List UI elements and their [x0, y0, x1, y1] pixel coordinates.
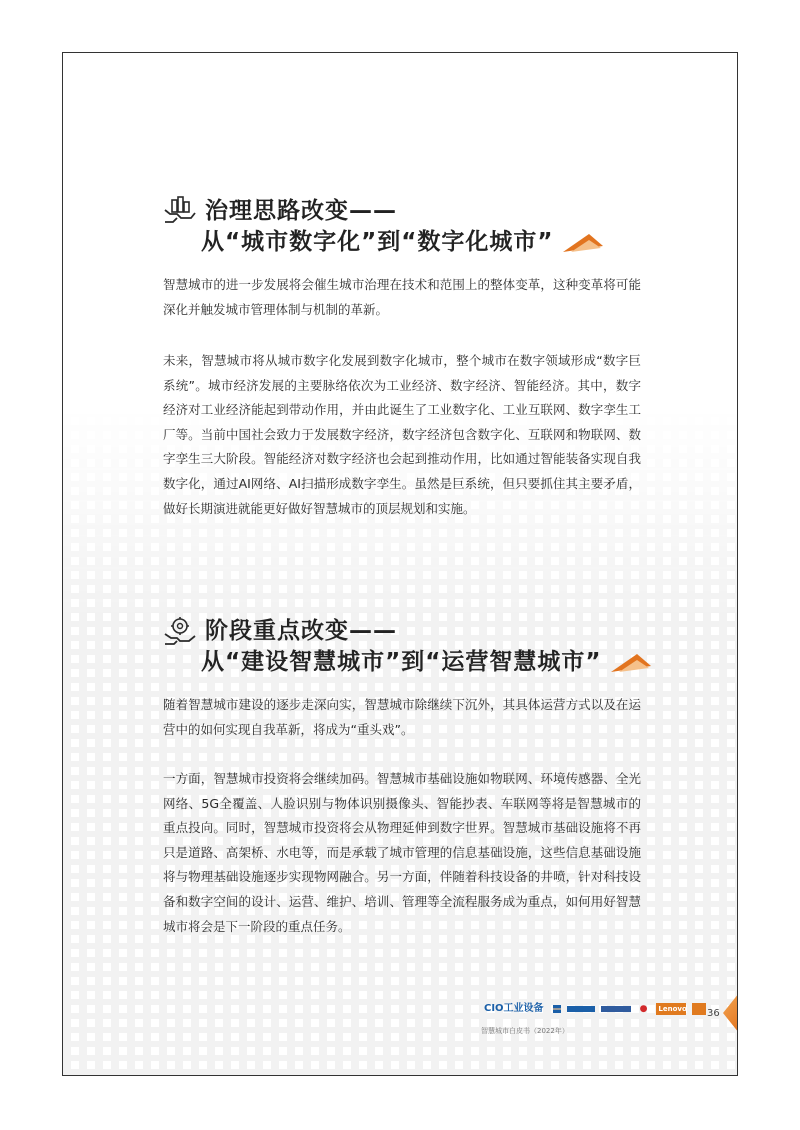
gear-hands-icon — [163, 616, 197, 646]
page-frame — [62, 52, 738, 1076]
footer-logo-strip — [481, 1003, 706, 1015]
partner-logo-lenovo: Lenovo — [658, 1005, 687, 1013]
partner-logo-mark — [553, 1005, 561, 1013]
partner-logo-cio: CIO工业设备 — [484, 1003, 544, 1014]
page-number: 36 — [707, 1008, 720, 1019]
arrow-triangle-icon — [611, 651, 651, 673]
paragraph-governance-detail: 未来，智慧城市将从城市数字化发展到数字化城市，整个城市在数字领域形成“数字巨系统”。城市经济发展的主要脉络依次为工业经济、数字经济、智能经济。其中，数字经济对工业经济能起到带动作用，并由此诞生了工业数字化、工业互联网、数字孪生工厂等。当前中国社会致力于发展数字经济，数字经济包含数字化、互联网和物联网、数字孪生三大阶段。智能经济对数字经济也会起到推动作用，比如通过智能装备实现自我数字化，通过AI网络、AI扫描形成数字孪生。虽然是巨系统，但只要抓住其主要矛盾，做好长期演进就能更好做好智慧城市的顶层规划和实施。 — [163, 353, 641, 516]
partner-logo-bar — [567, 1006, 595, 1012]
hands-city-icon — [163, 196, 197, 226]
arrow-triangle-icon — [563, 231, 603, 253]
partner-logo-bar-2 — [601, 1006, 631, 1012]
page-content — [63, 53, 738, 1076]
partner-logo-orange — [692, 1003, 706, 1015]
section-title: 治理思路改变—— — [205, 198, 397, 224]
paragraph-stage-intro: 随着智慧城市建设的逐步走深向实，智慧城市除继续下沉外，其具体运营方式以及在运营中的如何实现自我革新，将成为“重头戏”。 — [163, 697, 641, 737]
partner-logo-red: ● — [639, 1004, 648, 1014]
section-subtitle-row — [201, 646, 651, 678]
section-heading-governance — [163, 196, 603, 258]
section-heading-stage — [163, 616, 651, 678]
paragraph-stage-detail: 一方面，智慧城市投资将会继续加码。智慧城市基础设施如物联网、环境传感器、全光网络、5G全覆盖、人脸识别与物体识别摄像头、智能抄表、车联网等将是智慧城市的重点投向。同时，智慧城市投资将会从物理延伸到数字世界。智慧城市基础设施将不再只是道路、高架桥、水电等，而是承载了城市管理的信息基础设施，这些信息基础设施将与物理基础设施逐步实现物网融合。另一方面，伴随着科技设备的井喷，针对科技设备和数字空间的设计、运营、维护、培训、管理等全流程服务成为重点，如何用好智慧城市将会是下一阶段的重点任务。 — [163, 771, 641, 934]
paragraph-governance-intro: 智慧城市的进一步发展将会催生城市治理在技术和范围上的整体变革，这种变革将可能深化并触发城市管理体制与机制的革新。 — [163, 277, 641, 317]
section-subtitle: 从“建设智慧城市”到“运营智慧城市” — [201, 649, 602, 675]
section-subtitle-row — [201, 226, 603, 258]
section-subtitle: 从“城市数字化”到“数字化城市” — [201, 229, 554, 255]
footer-caption: 智慧城市白皮书（2022年） — [481, 1027, 569, 1035]
section-title: 阶段重点改变—— — [205, 618, 397, 644]
page-corner-tab — [723, 993, 738, 1033]
